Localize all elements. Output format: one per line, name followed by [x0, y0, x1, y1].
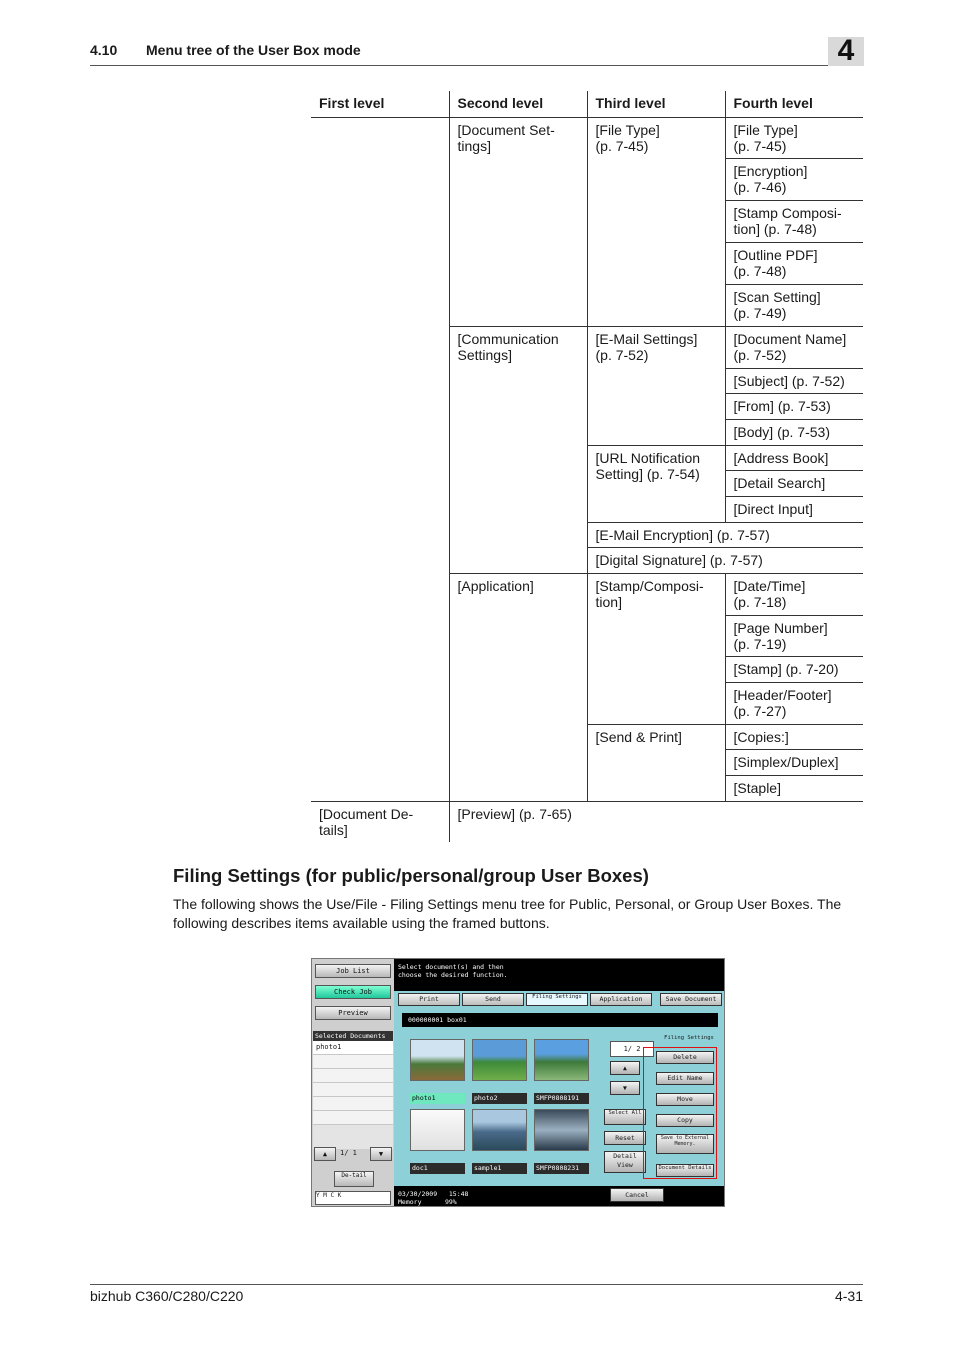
fourth-document-name [725, 326, 863, 368]
cell-text: [E-Mail Settings] (p. 7-52) [595, 330, 698, 363]
list-item [313, 1083, 393, 1097]
cell-text: [Body] (p. 7-53) [733, 423, 830, 440]
thumbnail-smfp0808191[interactable] [534, 1039, 589, 1081]
message-line: choose the desired function. [398, 971, 508, 979]
document-details-button[interactable]: Document Details [656, 1164, 714, 1177]
first-doc-details [311, 801, 449, 842]
fourth-stamp [725, 656, 863, 682]
screen-left-panel [312, 959, 394, 1207]
third-email-settings [587, 326, 725, 445]
fourth-encryption [725, 158, 863, 200]
cell-text: [URL Notification Setting] (p. 7-54) [595, 449, 701, 482]
cell-text: [Outline PDF] (p. 7-48) [733, 246, 818, 279]
section-title: Menu tree of the User Box mode [146, 42, 361, 58]
third-email-encryption [587, 522, 863, 547]
detail-view-button[interactable]: Detail View [604, 1151, 646, 1173]
fourth-from [725, 393, 863, 419]
thumb-label: SMFP0808191 [534, 1093, 589, 1104]
chapter-number: 4 [837, 34, 855, 67]
fourth-simplex-duplex [725, 749, 863, 775]
cell-text: [Date/Time] (p. 7-18) [733, 577, 806, 610]
fourth-date-time [725, 573, 863, 615]
cell-text: [Detail Search] [733, 474, 826, 491]
cell-text: [Stamp Composi-tion] (p. 7-48) [733, 204, 842, 237]
cell-text: [Encryption] (p. 7-46) [733, 162, 808, 195]
cell-text: [Scan Setting] (p. 7-49) [733, 288, 821, 321]
thumbnail-sample1[interactable] [472, 1109, 527, 1151]
list-item [313, 1069, 393, 1083]
cell-text: [Document Name] (p. 7-52) [733, 330, 847, 363]
message-line: Select document(s) and then [398, 963, 504, 971]
third-file-type [587, 117, 725, 326]
tab-application[interactable]: Application [590, 993, 652, 1006]
list-item [313, 1097, 393, 1111]
select-all-button[interactable]: Select All [604, 1109, 646, 1125]
thumbnail-photo2[interactable] [472, 1039, 527, 1081]
cell-text: [Document De-tails] [319, 805, 414, 838]
fourth-outline-pdf [725, 242, 863, 284]
section-paragraph: The following shows the Use/File - Filing Settings menu tree for Public, Personal, or Group User Boxes. The following describes items available using the framed buttons. [173, 896, 842, 931]
move-button[interactable]: Move [656, 1093, 714, 1106]
tab-send[interactable]: Send [462, 993, 524, 1006]
cell-text: [Subject] (p. 7-52) [733, 372, 845, 389]
edit-name-button[interactable]: Edit Name [656, 1072, 714, 1085]
section-header [90, 42, 361, 58]
selected-documents-list [313, 1031, 393, 1149]
toner-levels: Y M C K [315, 1191, 391, 1205]
filing-settings-title: Filing Settings [664, 1035, 714, 1041]
table-row [311, 117, 863, 158]
scroll-down-icon[interactable]: ▼ [610, 1081, 640, 1095]
col-first-level: First level [311, 91, 449, 117]
fourth-page-number [725, 615, 863, 656]
footer-model: bizhub C360/C280/C220 [90, 1288, 244, 1304]
second-application [449, 573, 587, 801]
cell-text: [Digital Signature] (p. 7-57) [595, 551, 763, 568]
copy-button[interactable]: Copy [656, 1114, 714, 1127]
framed-buttons-highlight [643, 1047, 717, 1179]
cell-text: [Address Book] [733, 449, 829, 466]
cell-text: [Document Set-tings] [457, 121, 555, 154]
memory-value: 99% [444, 1198, 457, 1206]
third-stamp-composition [587, 573, 725, 724]
screen-message [394, 959, 725, 991]
scroll-up-icon[interactable]: ▲ [610, 1061, 640, 1075]
third-digital-signature [587, 547, 863, 573]
cell-text: [Stamp] (p. 7-20) [733, 660, 839, 677]
tab-print[interactable]: Print [398, 993, 460, 1006]
cancel-button[interactable]: Cancel [610, 1188, 664, 1202]
fourth-scan-setting [725, 284, 863, 326]
thumbnail-photo1[interactable] [410, 1039, 465, 1081]
fourth-staple [725, 775, 863, 801]
fourth-body [725, 419, 863, 445]
col-fourth-level: Fourth level [725, 91, 863, 117]
fourth-copies [725, 724, 863, 749]
cell-text: [Communication Settings] [457, 330, 559, 363]
down-arrow-icon[interactable]: ▼ [370, 1147, 392, 1161]
cell-text: [Send & Print] [595, 728, 682, 745]
section-number: 4.10 [90, 42, 118, 58]
cell-text: [Header/Footer] (p. 7-27) [733, 686, 832, 719]
cell-text: [E-Mail Encryption] (p. 7-57) [595, 526, 770, 543]
second-doc-settings [449, 117, 587, 326]
fourth-header-footer [725, 682, 863, 724]
header-rule [90, 65, 863, 66]
fourth-detail-search [725, 470, 863, 496]
job-list-button[interactable]: Job List [315, 964, 391, 978]
fourth-address-book [725, 445, 863, 470]
second-preview [449, 801, 863, 842]
cell-text: [File Type] (p. 7-45) [595, 121, 660, 154]
thumb-label: photo1 [410, 1093, 465, 1104]
col-second-level: Second level [449, 91, 587, 117]
box-bar: 000000001 box01 [402, 1013, 718, 1027]
fourth-subject [725, 368, 863, 393]
cell-text: [Preview] (p. 7-65) [457, 805, 572, 822]
filing-settings-screenshot [311, 958, 725, 1207]
thumb-page-counter: 1/ 2 [610, 1041, 654, 1057]
footer-page-number: 4-31 [834, 1288, 863, 1304]
footer-rule [90, 1284, 863, 1285]
page-counter: 1/ 1 [340, 1149, 357, 1157]
status-time: 15:48 [448, 1190, 469, 1198]
list-item [313, 1055, 393, 1069]
list-item [313, 1111, 393, 1125]
details-button[interactable]: De-tail [334, 1171, 374, 1187]
cell-text: [Staple] [733, 779, 781, 796]
memory-label: Memory [398, 1198, 422, 1206]
thumb-label: sample1 [472, 1163, 527, 1174]
list-item[interactable]: photo1 [313, 1041, 393, 1055]
thumb-label: SMFP0808231 [534, 1163, 589, 1174]
third-url-notification [587, 445, 725, 522]
second-comm-settings [449, 326, 587, 573]
status-date: 03/30/2009 [398, 1190, 438, 1198]
screen-status-bar [394, 1186, 725, 1207]
cell-text: [Application] [457, 577, 534, 594]
tab-filing-settings[interactable]: Filing Settings [526, 993, 588, 1006]
selected-documents-title: Selected Documents [313, 1031, 393, 1041]
up-arrow-icon[interactable]: ▲ [314, 1147, 336, 1161]
section-heading: Filing Settings (for public/personal/group User Boxes) [173, 865, 649, 886]
save-to-external-memory-button[interactable]: Save to External Memory. [656, 1134, 714, 1154]
tab-save-document[interactable]: Save Document [660, 993, 722, 1006]
table-header-row [311, 91, 863, 117]
cell-text: [Stamp/Composi-tion] [595, 577, 704, 610]
thumbnail-doc1[interactable] [410, 1109, 465, 1151]
cell-text: [Page Number] (p. 7-19) [733, 619, 828, 652]
col-third-level: Third level [587, 91, 725, 117]
menu-tree-table [311, 91, 863, 842]
fourth-file-type [725, 117, 863, 158]
fourth-direct-input [725, 496, 863, 522]
thumb-label: doc1 [410, 1163, 465, 1174]
preview-button[interactable]: Preview [315, 1006, 391, 1020]
delete-button[interactable]: Delete [656, 1051, 714, 1064]
cell-text: [File Type] (p. 7-45) [733, 121, 798, 154]
thumbnail-smfp0808231[interactable] [534, 1109, 589, 1151]
check-job-button[interactable]: Check Job [315, 985, 391, 999]
cell-text: [Copies:] [733, 728, 789, 745]
reset-button[interactable]: Reset [604, 1131, 646, 1145]
thumb-label: photo2 [472, 1093, 527, 1104]
first-level-empty [311, 117, 449, 801]
cell-text: [Direct Input] [733, 500, 813, 517]
cell-text: [From] (p. 7-53) [733, 397, 831, 414]
table-row [311, 801, 863, 842]
fourth-stamp-composition [725, 200, 863, 242]
third-send-print [587, 724, 725, 801]
cell-text: [Simplex/Duplex] [733, 753, 839, 770]
